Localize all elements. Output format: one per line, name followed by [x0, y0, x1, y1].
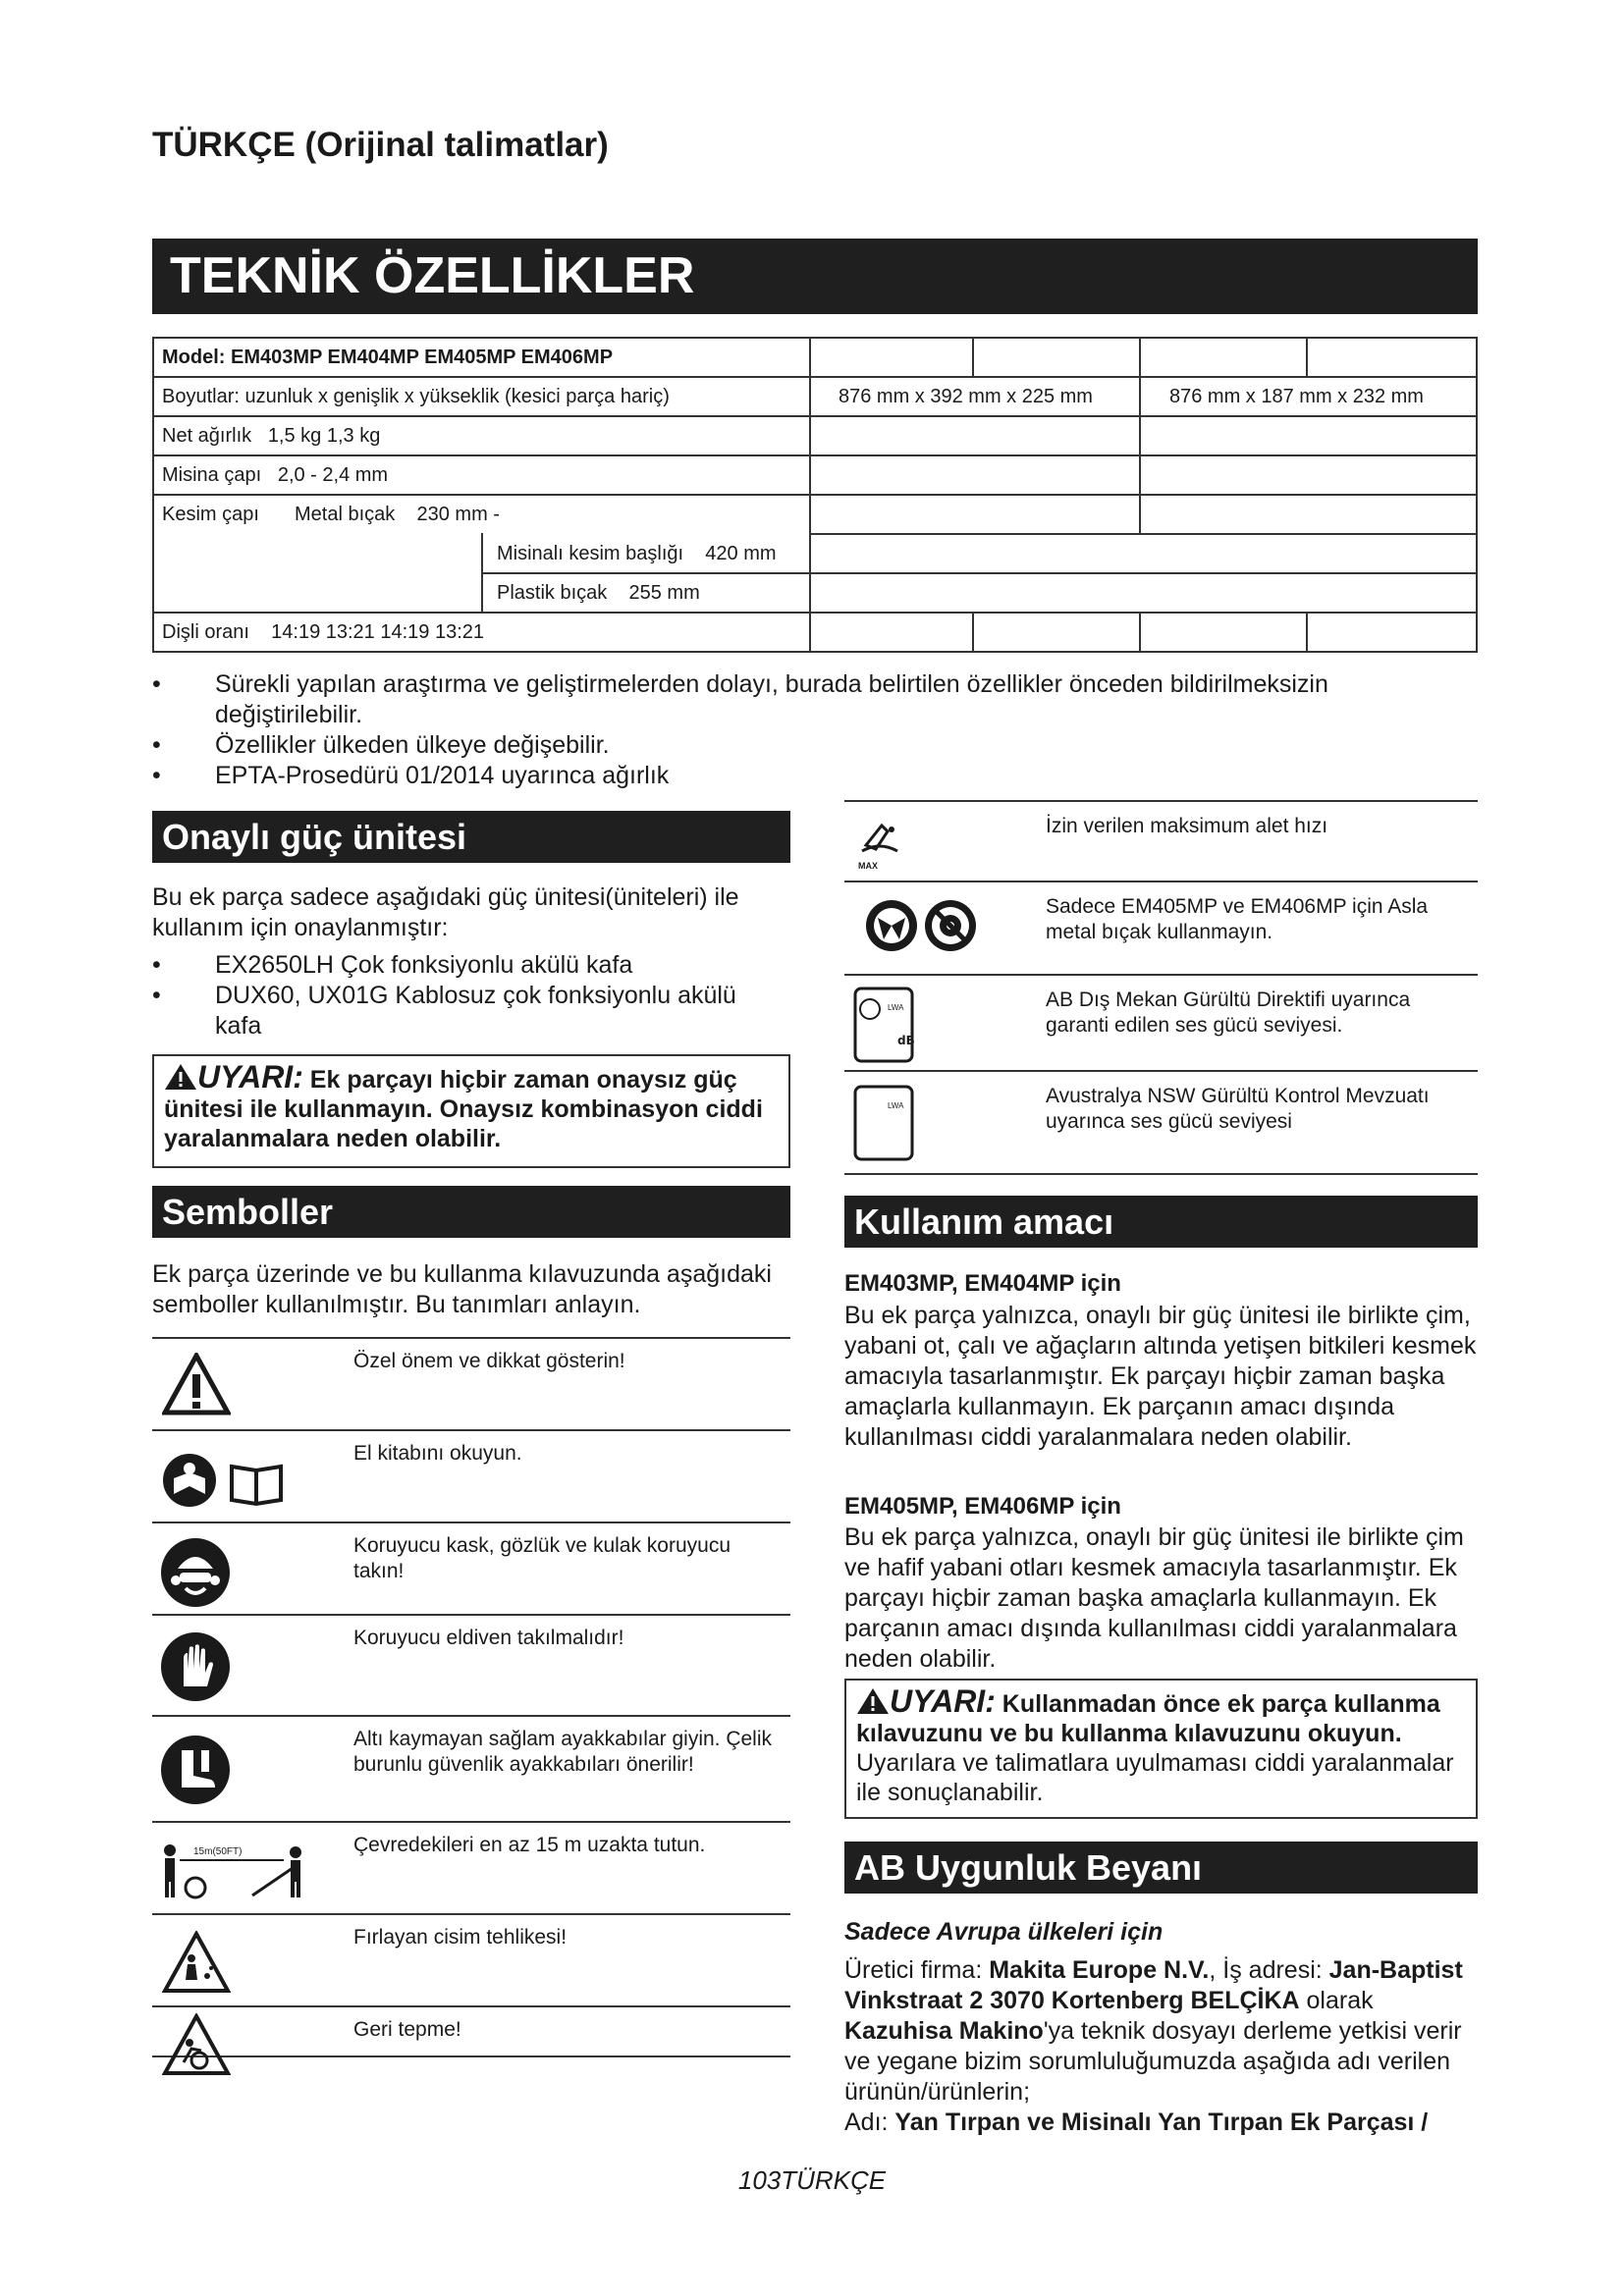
table-row — [152, 1821, 790, 1913]
symbol-text: Özel önem ve dikkat gösterin! — [353, 1350, 625, 1372]
symbol-text: El kitabını okuyun. — [353, 1442, 522, 1465]
approved-power-unit-intro: Bu ek parça sadece aşağıdaki güç ünitesi(üniteleri) ile kullanım için onaylanmıştır: — [152, 883, 739, 941]
eu-authorized-person: Kazuhisa Makino — [844, 2017, 1044, 2045]
warning-label: UYARI: — [890, 1683, 996, 1719]
spec-dimensions-label: Boyutlar: uzunluk x genişlik x yükseklik (kesici parça hariç) — [162, 386, 670, 407]
spec-row-line — [154, 494, 1476, 496]
read-manual-icon — [158, 1449, 296, 1512]
eu-text-3: olarak — [1299, 1987, 1374, 2014]
eu-declaration-text — [844, 1955, 1478, 2138]
eu-name-value: Yan Tırpan ve Misinalı Yan Tırpan Ek Parçası / — [894, 2109, 1429, 2136]
table-row — [152, 1522, 790, 1614]
gloves-icon — [158, 1629, 233, 1704]
spec-dimensions-value-2: 876 mm x 187 mm x 232 mm — [1169, 386, 1424, 407]
nsw-noise-icon — [852, 1084, 915, 1162]
em403-heading: EM403MP, EM404MP için — [844, 1270, 1121, 1297]
eu-text-2: , İş adresi: — [1209, 1956, 1329, 1984]
flying-objects-icon — [162, 1931, 231, 1994]
spec-note: • Sürekli yapılan araştırma ve geliştirmelerden dolayı, burada belirtilen özellikler önceden bildirilmeksizin değiştirilebilir. — [152, 669, 1429, 730]
spec-note: • EPTA-Prosedürü 01/2014 uyarınca ağırlık — [152, 761, 1429, 791]
helmet-goggles-ear-icon — [158, 1535, 233, 1610]
spec-note: • Özellikler ülkeden ülkeye değişebilir. — [152, 730, 1429, 761]
list-item: • DUX60, UX01G Kablosuz çok fonksiyonlu akülü kafa — [152, 981, 781, 1041]
spec-col-line — [972, 339, 974, 376]
spec-nylon-head: Misinalı kesim başlığı 420 mm — [497, 543, 777, 564]
spec-metal-blade: Metal bıçak 230 mm - — [295, 504, 500, 525]
table-row — [152, 1429, 790, 1522]
table-row — [152, 1913, 790, 2005]
symbols-title: Semboller — [152, 1186, 790, 1238]
table-row — [152, 1337, 790, 1429]
spec-row-line — [481, 572, 1476, 574]
kickback-icon — [162, 2013, 231, 2076]
spec-col-line — [1306, 339, 1308, 376]
spec-row-line — [154, 376, 1476, 378]
warning-label: UYARI: — [197, 1059, 303, 1095]
warning-triangle-icon — [856, 1687, 890, 1715]
spec-row-line — [154, 612, 1476, 614]
no-metal-blade-icon — [864, 896, 982, 955]
language-title: TÜRKÇE (Orijinal talimatlar) — [152, 126, 609, 164]
em403-text: Bu ek parça yalnızca, onaylı bir güç ünitesi ile birlikte çim, yabani ot, çalı ve ağaçların altında yetişen bitkileri kesmek amacıyla tasarlanmıştır. Ek parçayı hiçbir zaman başka amaçlarla kullanmayın. Ek parçanın amacı dışında kullanılması ciddi yaralanmalara neden olabilir. — [844, 1302, 1477, 1451]
symbols-table-left — [152, 1337, 790, 2057]
symbol-text: Geri tepme! — [353, 2018, 461, 2041]
list-item: • EX2650LH Çok fonksiyonlu akülü kafa — [152, 950, 781, 981]
spec-table — [152, 337, 1478, 653]
symbol-text: Çevredekileri en az 15 m uzakta tutun. — [353, 1834, 706, 1856]
intended-use-warning — [844, 1679, 1478, 1819]
svg-text:dB: dB — [897, 1034, 915, 1047]
intended-use-title: Kullanım amacı — [844, 1196, 1478, 1248]
spec-notes — [152, 669, 1429, 791]
table-row — [844, 881, 1478, 974]
spec-col-line — [1139, 339, 1141, 533]
specs-title: TEKNİK ÖZELLİKLER — [152, 239, 1478, 314]
warning-triangle-icon — [162, 1353, 231, 1415]
spec-col-line — [481, 533, 483, 612]
symbol-text: İzin verilen maksimum alet hızı — [1046, 815, 1328, 837]
spec-row-line — [809, 533, 1476, 535]
table-row — [844, 800, 1478, 881]
spec-plastic-blade: Plastik bıçak 255 mm — [497, 582, 700, 604]
spec-net-weight: Net ağırlık 1,5 kg 1,3 kg — [162, 425, 381, 447]
spec-col-line — [1306, 612, 1308, 651]
spec-line-diameter: Misina çapı 2,0 - 2,4 mm — [162, 464, 389, 486]
table-row — [844, 1070, 1478, 1175]
eu-declaration-title: AB Uygunluk Beyanı — [844, 1842, 1478, 1894]
lwa-label: LWA — [888, 1101, 904, 1110]
page-number: 103TÜRKÇE — [737, 2165, 887, 2195]
symbols-intro: Ek parça üzerinde ve bu kullanma kılavuzunda aşağıdaki semboller kullanılmıştır. Bu tanımları anlayın. — [152, 1260, 772, 1318]
table-row — [844, 974, 1478, 1070]
em405-text: Bu ek parça yalnızca, onaylı bir güç ünitesi ile birlikte çim ve hafif yabani otları kesmek amacıyla tasarlanmıştır. Ek parçayı hiçbir zaman başka amaçlarla kullanmayın. Ek parçanın amacı dışında kullanılması ciddi yaralanmalara neden olabilir. — [844, 1523, 1464, 1673]
max-speed-label: MAX — [858, 861, 878, 871]
spec-col-line — [972, 612, 974, 651]
table-row — [152, 1614, 790, 1715]
keep-distance-label: 15m(50FT) — [193, 1846, 243, 1857]
eu-text-1: Üretici firma: — [844, 1956, 990, 1984]
symbol-text: Altı kaymayan sağlam ayakkabılar giyin. Çelik burunlu güvenlik ayakkabıları önerilir! — [353, 1728, 773, 1776]
eu-noise-icon — [852, 986, 915, 1064]
approved-power-unit-title: Onaylı güç ünitesi — [152, 811, 790, 863]
eu-text-4: 'ya teknik dosyayı derleme yetkisi verir ve yegane bizim sorumluluğumuzda aşağıda adı verilen ürünün/ürünlerin; — [844, 2017, 1462, 2106]
warning-bold-text: Kullanmadan önce ek parça kullanma kılavuzunu ve bu kullanma kılavuzunu okuyun. — [856, 1690, 1440, 1747]
spec-dimensions-value-1: 876 mm x 392 mm x 225 mm — [839, 386, 1093, 407]
spec-model-row: Model: EM403MP EM404MP EM405MP EM406MP — [162, 347, 614, 368]
eu-address: Jan-Baptist Vinkstraat 2 3070 Kortenberg BELÇİKA — [844, 1956, 1463, 2014]
table-row — [152, 1715, 790, 1821]
approved-power-unit-list — [152, 950, 781, 1041]
eu-declaration-subtitle: Sadece Avrupa ülkeleri için — [844, 1918, 1164, 1946]
safety-boots-icon — [158, 1733, 233, 1807]
spec-gear-ratio: Dişli oranı 14:19 13:21 14:19 13:21 — [162, 621, 485, 643]
symbol-text: Koruyucu eldiven takılmalıdır! — [353, 1627, 624, 1649]
spec-row-line — [154, 415, 1476, 417]
symbols-table-right — [844, 800, 1478, 1175]
spec-col-line — [1139, 612, 1141, 651]
em405-heading: EM405MP, EM406MP için — [844, 1493, 1121, 1520]
eu-manufacturer: Makita Europe N.V. — [989, 1956, 1210, 1984]
warning-text: Ek parçayı hiçbir zaman onaysız güç ünitesi ile kullanmayın. Onaysız kombinasyon ciddi yaralanmalara neden olabilir. — [164, 1066, 763, 1152]
approved-power-unit-warning — [152, 1054, 790, 1168]
spec-cutting-diameter-label: Kesim çapı — [162, 504, 259, 525]
warning-triangle-icon — [164, 1063, 197, 1091]
symbol-text: Koruyucu kask, gözlük ve kulak koruyucu takın! — [353, 1534, 731, 1582]
symbol-text: Avustralya NSW Gürültü Kontrol Mevzuatı uyarınca ses gücü seviyesi — [1046, 1085, 1430, 1133]
table-row — [152, 2005, 790, 2057]
spec-row-line — [154, 454, 1476, 456]
lwa-label: LWA — [888, 1003, 904, 1012]
symbol-text: AB Dış Mekan Gürültü Direktifi uyarınca garanti edilen ses gücü seviyesi. — [1046, 988, 1411, 1037]
eu-name-label: Adı: — [844, 2109, 895, 2136]
symbol-text: Sadece EM405MP ve EM406MP için Asla metal bıçak kullanmayın. — [1046, 895, 1429, 943]
warning-text: Uyarılara ve talimatlara uyulmaması ciddi yaralanmalar ile sonuçlanabilir. — [856, 1749, 1454, 1806]
spec-col-line — [809, 339, 811, 651]
symbol-text: Fırlayan cisim tehlikesi! — [353, 1926, 568, 1949]
